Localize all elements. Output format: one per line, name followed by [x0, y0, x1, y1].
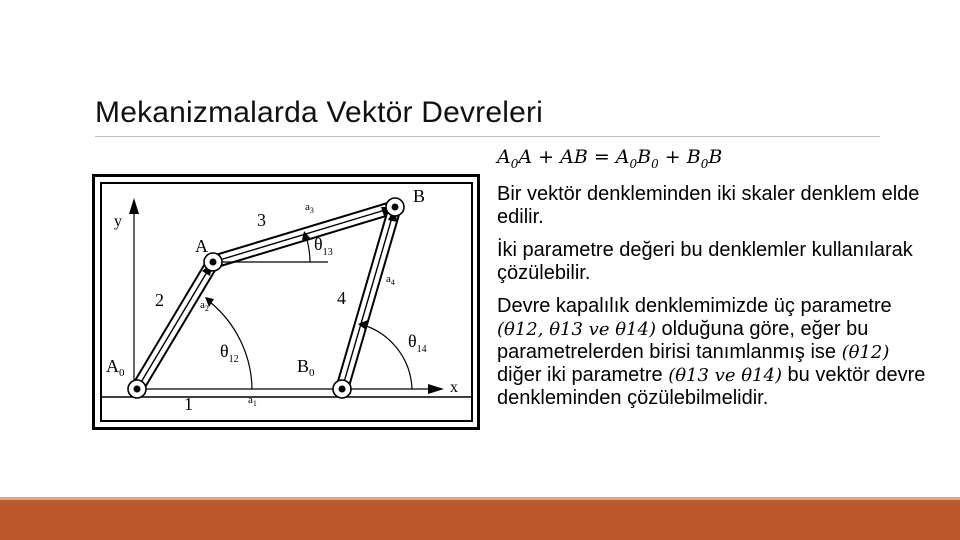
link-4-label: 4 [337, 288, 346, 308]
mechanism-diagram [92, 174, 480, 430]
link-4 [342, 207, 397, 389]
slide-title: Mekanizmalarda Vektör Devreleri [95, 96, 544, 129]
math-theta-set: (θ12, θ13 ve θ14) [497, 318, 656, 340]
theta12-label: $\theta_{12}$ [220, 341, 239, 365]
content-column [497, 146, 927, 420]
theta14-arc [360, 324, 412, 389]
theta13-label: $\theta_{13}$ [314, 234, 333, 258]
footer-bar [0, 500, 960, 540]
outer-frame [94, 176, 479, 429]
a4-label: $a_4$ [386, 273, 395, 287]
title-divider [95, 136, 880, 137]
joint-a0 [128, 380, 146, 398]
math-theta13-14: (θ13 ve θ14) [668, 364, 782, 386]
theta12-arc [210, 302, 252, 389]
point-b0-label: $B_0$ [297, 356, 315, 379]
paragraph-scalar-equations: Bir vektör denkleminden iki skaler denklem elde edilir. [497, 182, 920, 228]
theta14-label: $\theta_{14}$ [408, 331, 427, 355]
paragraph-loop-closure: Devre kapalılık denklemimizde üç parametre (θ12, θ13 ve θ14) olduğuna göre, eğer bu parametrelerden birisi tanımlanmış ise (θ12) diğer iki parametre (θ13 ve θ14) bu vektör devre denkleminden çözülebilmelidir. [497, 294, 926, 409]
a1-label: $a_1$ [248, 394, 257, 408]
point-a-label: A [195, 236, 208, 256]
vector-loop-equation: $A_0A$ + AB = $A_0B_0 + B_0B$ [497, 146, 723, 171]
y-axis-arrow [129, 198, 139, 214]
point-a0-label: $A_0$ [106, 356, 125, 379]
a2-label: $a_2$ [200, 299, 209, 313]
x-axis-label: x [450, 379, 458, 396]
paragraph-two-parameters: İki parametre değeri bu denklemler kullanılarak çözülebilir. [497, 238, 913, 284]
link-3-label: 3 [257, 210, 266, 230]
link-1-label: 1 [184, 394, 193, 414]
link-2 [137, 262, 213, 389]
x-axis-arrow [428, 384, 444, 394]
joint-b0 [333, 380, 351, 398]
fourbar-mechanism-figure [92, 174, 480, 430]
point-b-label: B [413, 186, 426, 206]
y-axis-label: y [114, 213, 122, 230]
math-theta12: (θ12) [841, 341, 890, 363]
joint-b [386, 198, 404, 216]
link-2-label: 2 [155, 290, 164, 310]
a3-label: $a_3$ [305, 201, 314, 215]
